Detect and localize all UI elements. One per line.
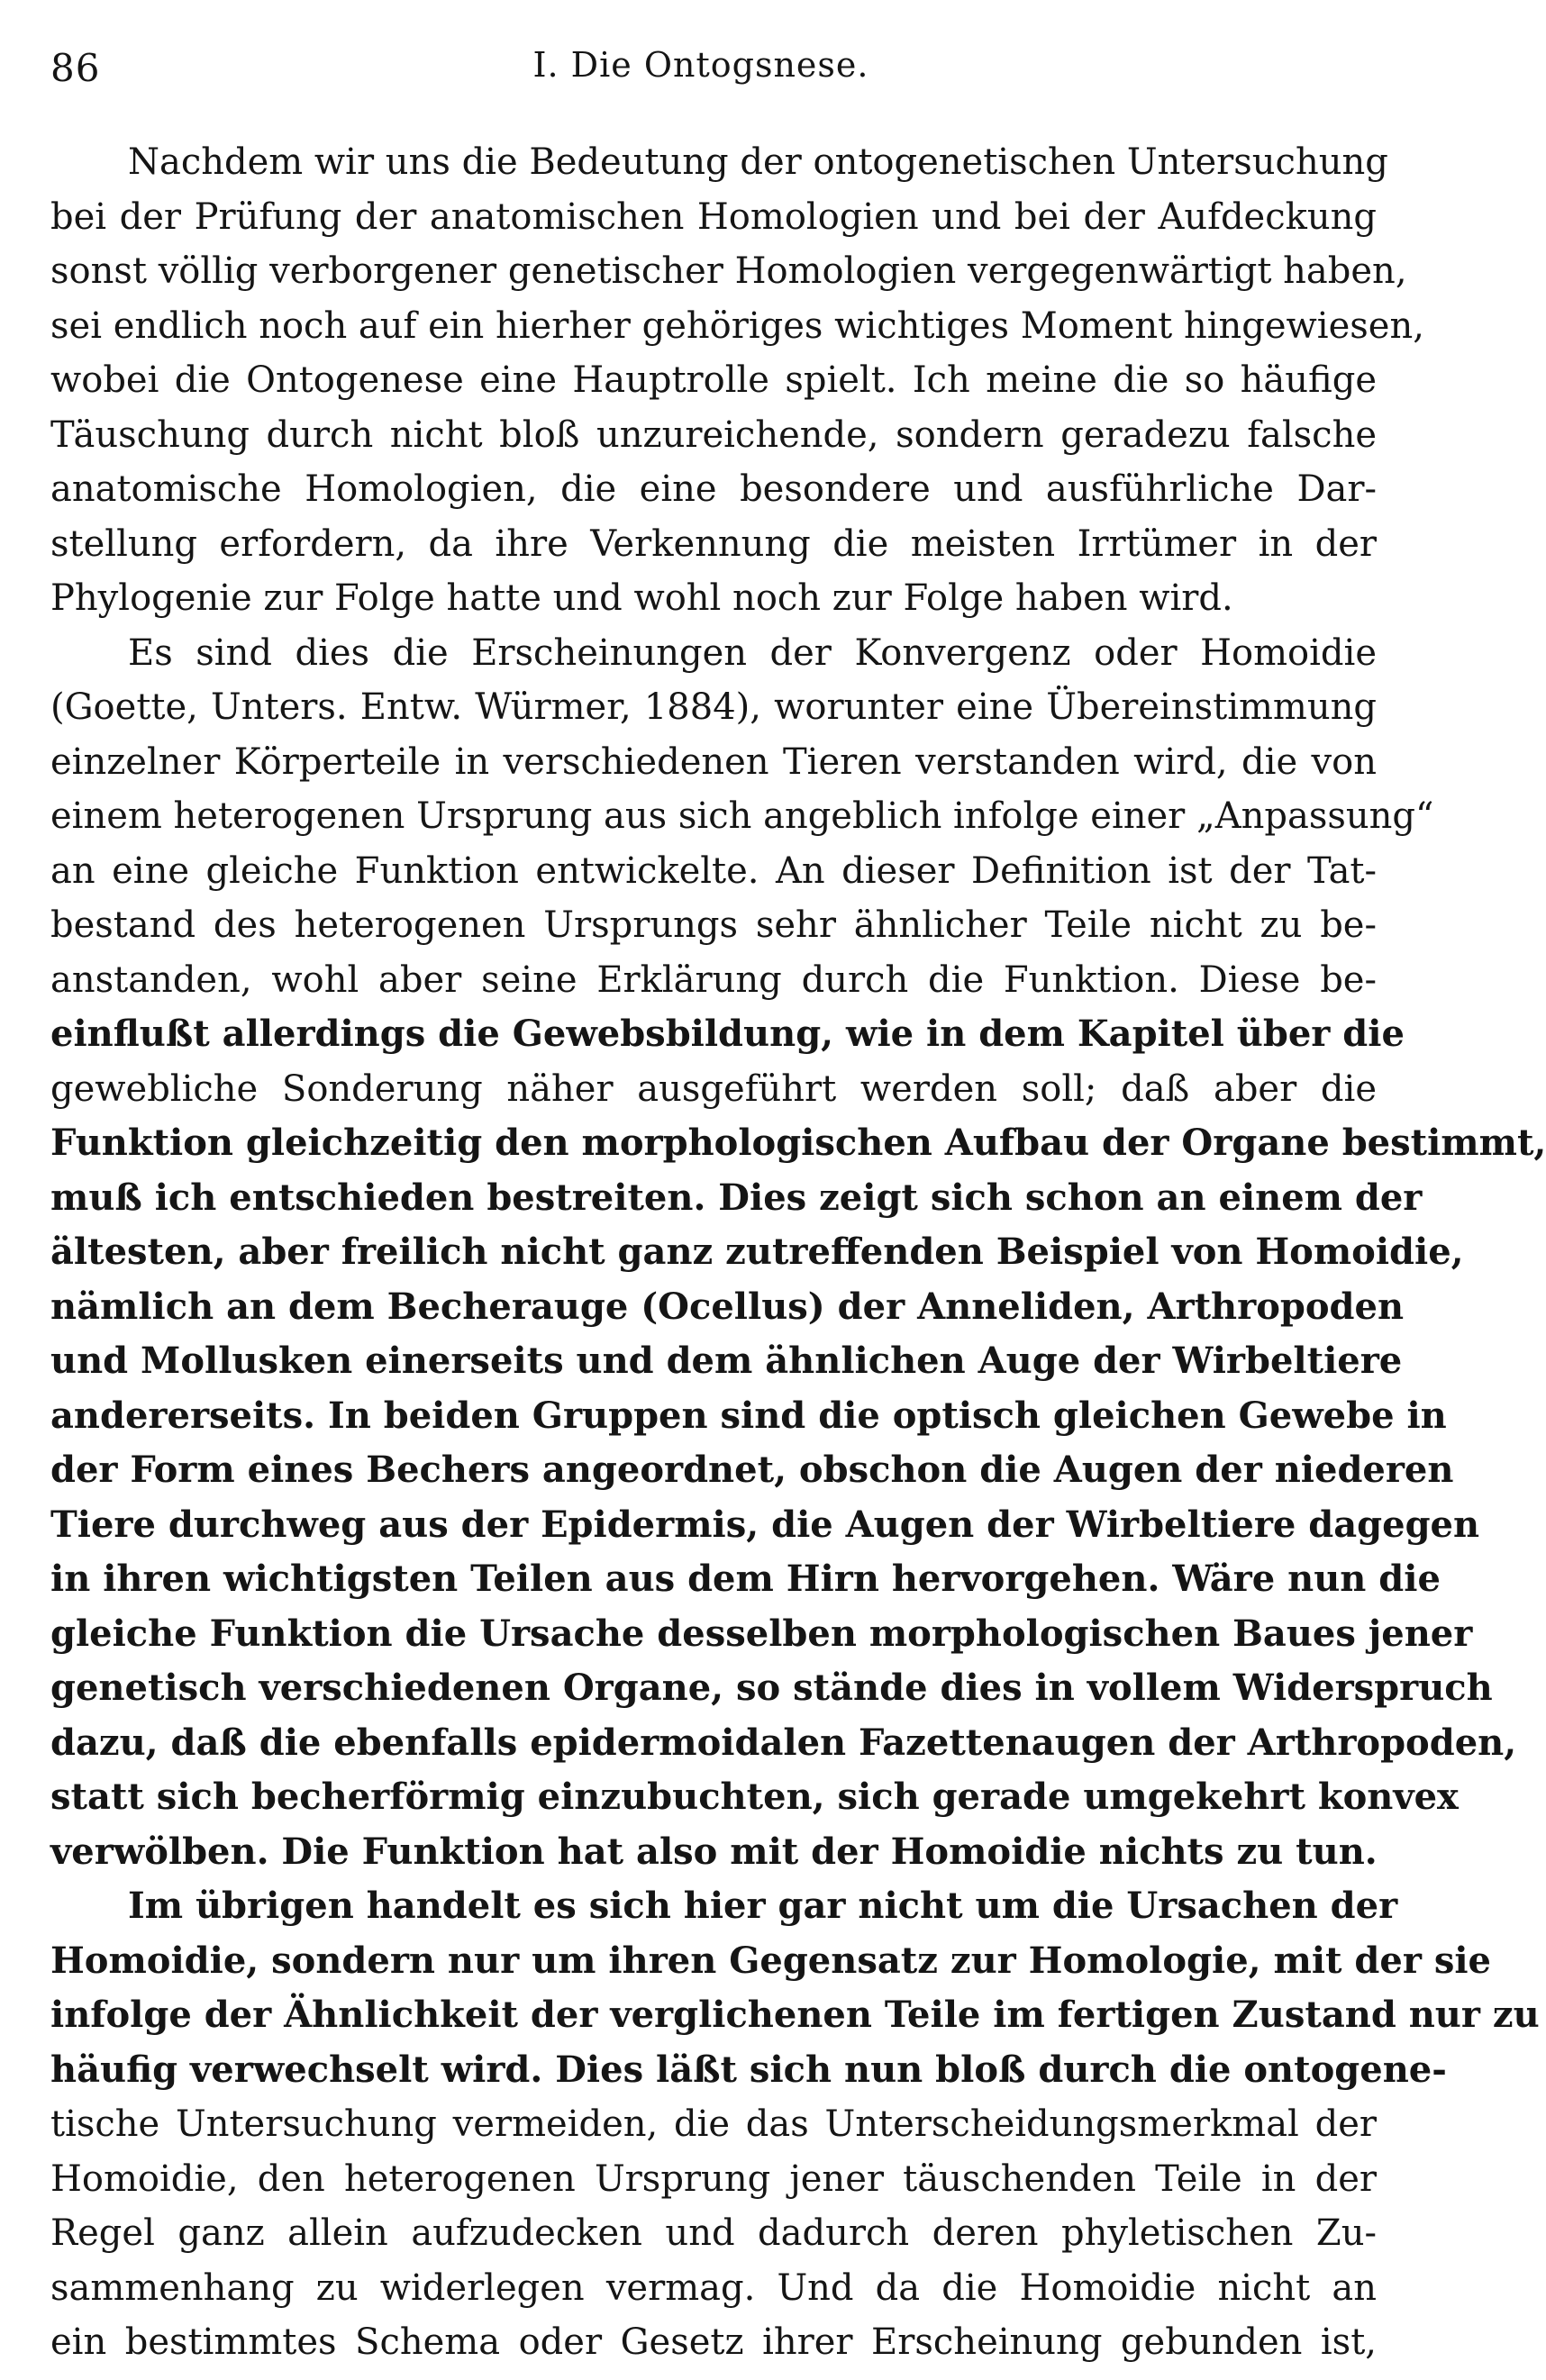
text-line: Täuschung durch nicht bloß unzureichende, sondern geradezu falsche [50, 413, 1377, 456]
text-line: stellung erfordern, da ihre Verkennung die meisten Irrtümer in der [50, 522, 1377, 565]
text-line: verwölben. Die Funktion hat also mit der Homoidie nichts zu tun. [50, 1830, 1378, 1873]
text-line: Homoidie, den heterogenen Ursprung jener täuschenden Teile in der [50, 2157, 1377, 2200]
text-line: anatomische Homologien, die eine besondere und ausführliche Dar- [50, 468, 1377, 510]
text-line: Nachdem wir uns die Bedeutung der ontogenetischen Untersuchung [128, 141, 1388, 183]
text-line: an eine gleiche Funktion entwickelte. An dieser Definition ist der Tat- [50, 849, 1377, 892]
text-line: einem heterogenen Ursprung aus sich angeblich infolge einer „Anpassung“ [50, 795, 1434, 837]
text-line: muß ich entschieden bestreiten. Dies zeigt sich schon an einem der [50, 1176, 1423, 1219]
paragraph [50, 135, 1424, 626]
text-line: bei der Prüfung der anatomischen Homologien und bei der Aufdeckung [50, 195, 1377, 238]
text-line: sonst völlig verborgener genetischer Homologien vergegenwärtigt haben, [50, 250, 1407, 292]
text-line: Im übrigen handelt es sich hier gar nicht um die Ursachen der [128, 1885, 1398, 1927]
page-number: 86 [50, 46, 101, 90]
text-line: infolge der Ähnlichkeit der verglichenen Teile im fertigen Zustand nur zu [50, 1994, 1540, 2036]
text-line: in ihren wichtigsten Teilen aus dem Hirn hervorgehen. Wäre nun die [50, 1558, 1441, 1600]
text-line: anstanden, wohl aber seine Erklärung durch die Funktion. Diese be- [50, 958, 1377, 1001]
text-line: und Mollusken einerseits und dem ähnlichen Auge der Wirbeltiere [50, 1340, 1403, 1382]
text-line: Tiere durchweg aus der Epidermis, die Augen der Wirbeltiere dagegen [50, 1503, 1480, 1546]
text-line: einflußt allerdings die Gewebsbildung, wie in dem Kapitel über die [50, 1013, 1405, 1055]
text-line: häufig verwechselt wird. Dies läßt sich nun bloß durch die ontogene- [50, 2048, 1447, 2091]
text-line: ältesten, aber freilich nicht ganz zutreffenden Beispiel von Homoidie, [50, 1231, 1464, 1273]
text-line: bestand des heterogenen Ursprungs sehr ähnlicher Teile nicht zu be- [50, 904, 1377, 946]
text-line: Homoidie, sondern nur um ihren Gegensatz zur Homologie, mit der sie [50, 1939, 1492, 1982]
text-line: Regel ganz allein aufzudecken und dadurch deren phyletischen Zu- [50, 2212, 1377, 2254]
text-line: tische Untersuchung vermeiden, die das Unterscheidungsmerkmal der [50, 2103, 1377, 2145]
text-line: (Goette, Unters. Entw. Würmer, 1884), worunter eine Übereinstimmung [50, 686, 1377, 728]
text-line: der Form eines Bechers angeordnet, obschon die Augen der niederen [50, 1449, 1454, 1491]
text-line: einzelner Körperteile in verschiedenen Tieren verstanden wird, die von [50, 740, 1377, 783]
text-line: Phylogenie zur Folge hatte und wohl noch zur Folge haben wird. [50, 577, 1233, 619]
text-line: gleiche Funktion die Ursache desselben morphologischen Baues jener [50, 1612, 1473, 1655]
text-line: nämlich an dem Becherauge (Ocellus) der Anneliden, Arthropoden [50, 1285, 1405, 1328]
text-line: dazu, daß die ebenfalls epidermoidalen Fazettenaugen der Arthropoden, [50, 1721, 1517, 1764]
running-head: I. Die Ontogsnese. [532, 45, 869, 85]
text-line: sei endlich noch auf ein hierher gehöriges wichtiges Moment hingewiesen, [50, 304, 1424, 347]
text-line: sammenhang zu widerlegen vermag. Und da die Homoidie nicht an [50, 2266, 1377, 2309]
text-line: Es sind dies die Erscheinungen der Konvergenz oder Homoidie [128, 631, 1377, 674]
text-line: Funktion gleichzeitig den morphologischen Aufbau der Organe bestimmt, [50, 1122, 1546, 1164]
paragraph [50, 1879, 1540, 2370]
text-line: gewebliche Sonderung näher ausgeführt werden soll; daß aber die [50, 1067, 1377, 1110]
text-line: andererseits. In beiden Gruppen sind die optisch gleichen Gewebe in [50, 1394, 1447, 1437]
paragraph [50, 626, 1546, 1880]
text-line: ein bestimmtes Schema oder Gesetz ihrer Erscheinung gebunden ist, [50, 2321, 1377, 2363]
text-line: wobei die Ontogenese eine Hauptrolle spielt. Ich meine die so häufige [50, 359, 1377, 401]
text-line: statt sich becherförmig einzubuchten, sich gerade umgekehrt konvex [50, 1776, 1459, 1818]
body-text [50, 135, 1546, 2370]
text-line: genetisch verschiedenen Organe, so stände dies in vollem Widerspruch [50, 1667, 1493, 1709]
